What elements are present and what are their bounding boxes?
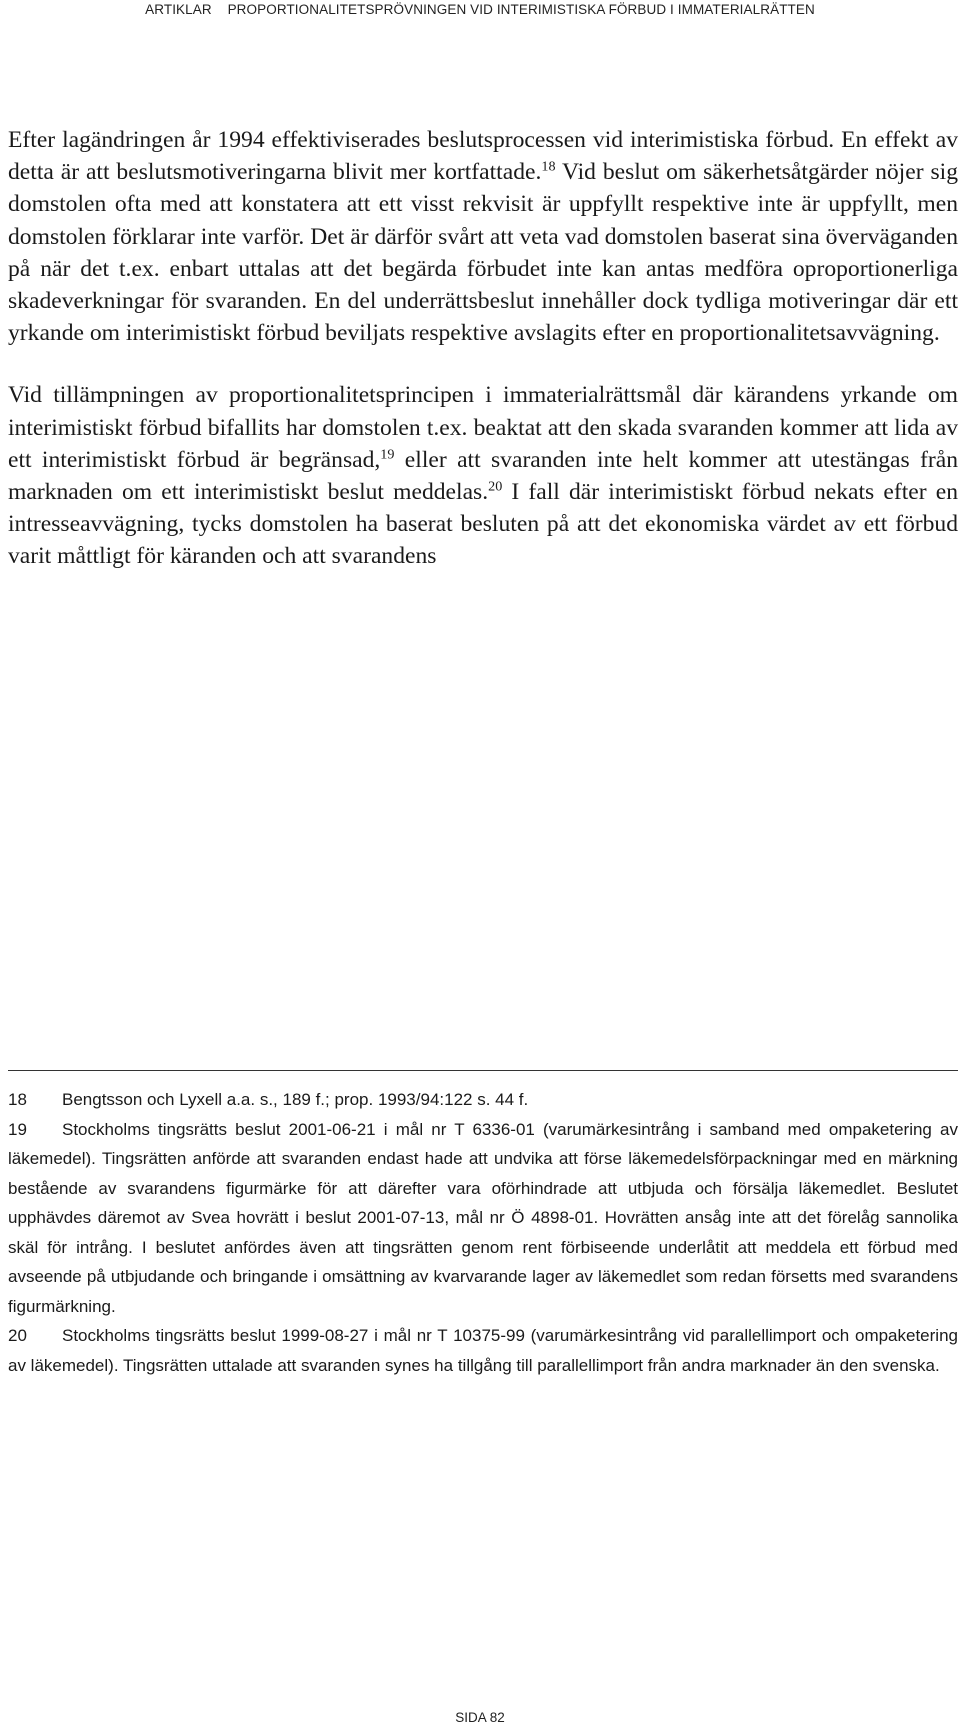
paragraph-text: Vid beslut om säkerhetsåtgärder nöjer sig domstolen ofta med att konstatera att ett visst rekvisit är uppfyllt respektive inte är uppfyllt, men domstolen förklarar inte varför. Det är därför svårt att veta vad domstolen baserat sina överväganden på när det t.ex. enbart uttalas att det begärda förbudet inte kan antas medföra oproportionerliga skadeverkningar för svaranden. En del underrättsbeslut innehåller dock tydliga motiveringar där ett yrkande om interimistiskt förbud beviljats respektive avslagits efter en proportionalitetsavvägning. xyxy=(8,159,958,347)
footnote-19 xyxy=(8,1115,958,1322)
footnote-divider xyxy=(8,1070,958,1071)
header-title: PROPORTIONALITETSPRÖVNINGEN VID INTERIMISTISKA FÖRBUD I IMMATERIALRÄTTEN xyxy=(227,2,815,17)
header-section: ARTIKLAR xyxy=(145,2,212,17)
footnotes xyxy=(8,1085,958,1380)
paragraph-1 xyxy=(8,124,958,349)
footnote-text: Stockholms tingsrätts beslut 1999-08-27 i mål nr T 10375-99 (varumärkesintrång vid parallellimport och ompaketering av läkemedel). Tingsrätten uttalade att svaranden synes ha tillgång till parallellimport från andra marknader än den svenska. xyxy=(8,1326,958,1375)
paragraph-text: eller att svaranden inte helt kommer att utestängas från marknaden om ett interimistiskt beslut meddelas. xyxy=(8,446,958,506)
paragraph-2 xyxy=(8,379,958,572)
paragraph-text: Vid tillämpningen av proportionalitetsprincipen i immaterialrättsmål där kärandens yrkande om interimistiskt förbud bifallits har domstolen t.ex. beaktat att den skada svaranden kommer att lida av ett interimistiskt förbud är begränsad, xyxy=(8,382,958,473)
footnote-number: 20 xyxy=(8,1326,27,1345)
paragraph-text: Efter lagändringen år 1994 effektiviserades beslutsprocessen vid interimistiska förbud. En effekt av detta är att beslutsmotiveringarna blivit mer kortfattade. xyxy=(8,127,958,186)
footnote-number: 18 xyxy=(8,1090,27,1109)
footnote-20 xyxy=(8,1321,958,1380)
footnote-18 xyxy=(8,1085,958,1115)
footnote-number: 19 xyxy=(8,1119,27,1139)
footnote-ref-18: 18 xyxy=(541,158,556,175)
footnote-ref-20: 20 xyxy=(488,478,503,495)
footnote-text: Stockholms tingsrätts beslut 2001-06-21 i mål nr T 6336-01 (varumärkesintrång i samband med ompaketering av läkemedel). Tingsrätten anförde att svaranden endast hade att undvika att förse läkemedelsförpackningar med en märkning bestående av svarandens figurmärke för att därefter vara oförhindrade att utbjuda och försälja läkemedlet. Beslutet upphävdes däremot av Svea hovrätt i beslut 2001-07-13, mål nr Ö 4898-01. Hovrätten ansåg inte att det förelåg sannolika skäl för intrång. I beslutet anfördes även att tingsrätten genom rent förbiseende underlåtit att meddela ett förbud med avseende på utbjudande och bringande i omsättning av kvarvarande lager av läkemedlet som redan försetts med svarandens figurmärkning. xyxy=(8,1119,958,1316)
footnote-text: Bengtsson och Lyxell a.a. s., 189 f.; prop. 1993/94:122 s. 44 f. xyxy=(62,1090,529,1109)
footnote-ref-19: 19 xyxy=(380,446,395,463)
article-body xyxy=(8,124,958,573)
paragraph-text: I fall där interimistiskt förbud nekats efter en intresseavvägning, tycks domstolen ha baserat besluten på att det ekonomiska värdet av ett förbud varit måttligt för käranden och att svarandens xyxy=(8,479,958,570)
page-number: SIDA 82 xyxy=(455,1710,505,1725)
running-header xyxy=(0,2,960,17)
